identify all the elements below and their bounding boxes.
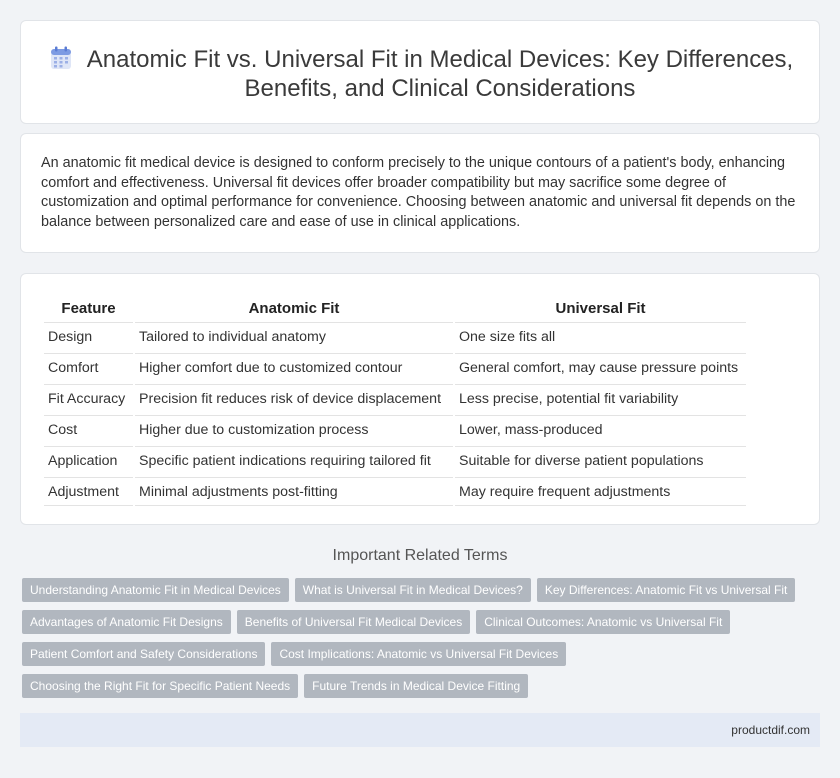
cell-anatomic: Precision fit reduces risk of device displacement <box>135 384 453 413</box>
table-row <box>44 353 746 382</box>
cell-anatomic: Minimal adjustments post-fitting <box>135 477 453 506</box>
comparison-table <box>42 294 748 508</box>
cell-anatomic: Higher comfort due to customized contour <box>135 353 453 382</box>
header-universal-fit: Universal Fit <box>555 299 646 317</box>
related-term-link[interactable]: Key Differences: Anatomic Fit vs Universal Fit <box>537 578 796 602</box>
related-terms-list <box>22 578 812 698</box>
cell-feature: Application <box>44 446 133 475</box>
related-term-link[interactable]: What is Universal Fit in Medical Devices? <box>295 578 531 602</box>
header-anatomic-fit: Anatomic Fit <box>248 299 340 317</box>
related-term-link[interactable]: Future Trends in Medical Device Fitting <box>304 674 528 698</box>
page-title: Anatomic Fit vs. Universal Fit in Medical Devices: Key Differences, Benefits, and Clinical Considerations <box>86 46 794 102</box>
table-row <box>44 415 746 444</box>
header-feature: Feature <box>61 299 116 317</box>
cell-universal: Less precise, potential fit variability <box>455 384 746 413</box>
cell-anatomic: Higher due to customization process <box>135 415 453 444</box>
footer <box>20 713 820 747</box>
cell-feature: Adjustment <box>44 477 133 506</box>
related-term-link[interactable]: Patient Comfort and Safety Considerations <box>22 642 265 666</box>
related-term-link[interactable]: Advantages of Anatomic Fit Designs <box>22 610 231 634</box>
header-card <box>20 20 820 124</box>
related-term-link[interactable]: Clinical Outcomes: Anatomic vs Universal Fit <box>476 610 730 634</box>
cell-feature: Comfort <box>44 353 133 382</box>
related-term-link[interactable]: Choosing the Right Fit for Specific Patient Needs <box>22 674 298 698</box>
cell-feature: Design <box>44 322 133 351</box>
cell-feature: Cost <box>44 415 133 444</box>
related-terms-heading: Important Related Terms <box>332 547 508 564</box>
comparison-card <box>20 273 820 525</box>
table-header-row <box>44 296 746 320</box>
cell-universal: One size fits all <box>455 322 746 351</box>
table-row <box>44 477 746 506</box>
cell-anatomic: Tailored to individual anatomy <box>135 322 453 351</box>
table-row <box>44 446 746 475</box>
cell-feature: Fit Accuracy <box>44 384 133 413</box>
intro-card <box>20 133 820 253</box>
related-term-link[interactable]: Cost Implications: Anatomic vs Universal Fit Devices <box>271 642 566 666</box>
cell-anatomic: Specific patient indications requiring tailored fit <box>135 446 453 475</box>
related-term-link[interactable]: Understanding Anatomic Fit in Medical Devices <box>22 578 289 602</box>
cell-universal: Lower, mass-produced <box>455 415 746 444</box>
cell-universal: Suitable for diverse patient populations <box>455 446 746 475</box>
cell-universal: General comfort, may cause pressure points <box>455 353 746 382</box>
footer-site-link[interactable]: productdif.com <box>731 723 810 737</box>
table-row <box>44 322 746 351</box>
table-row <box>44 384 746 413</box>
intro-paragraph: An anatomic fit medical device is designed to conform precisely to the unique contours of a patient's body, enhancing comfort and effectiveness. Universal fit devices offer broader compatibility but may sacrifice some degree of customization and optimal performance for convenience. Choosing between anatomic and universal fit depends on the balance between personalized care and ease of use in clinical applications. <box>41 155 796 230</box>
cell-universal: May require frequent adjustments <box>455 477 746 506</box>
related-term-link[interactable]: Benefits of Universal Fit Medical Devices <box>237 610 470 634</box>
calendar-icon <box>50 46 72 70</box>
